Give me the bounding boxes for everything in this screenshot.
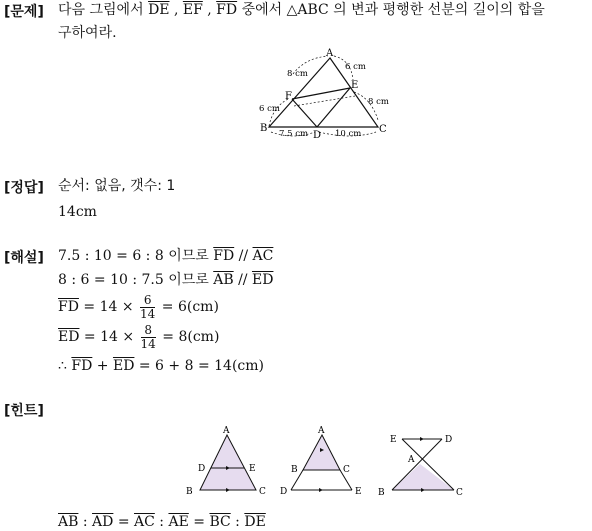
problem-line-2: 구하여라. xyxy=(58,25,117,41)
point-e: E xyxy=(355,487,362,497)
solution-text: = 14 × xyxy=(83,329,135,345)
segment-fd: $\overline{FD}$ xyxy=(213,248,235,264)
solution-line-4 xyxy=(58,323,219,351)
segment-ae: $\overline{AE}$ xyxy=(168,514,189,530)
comma: , xyxy=(173,2,179,18)
segment-ab: $\overline{AB}$ xyxy=(213,272,234,288)
point-b: B xyxy=(291,465,298,475)
point-c: C xyxy=(343,465,350,475)
point-a: A xyxy=(223,426,230,436)
solution-text: 7.5 : 10 = 6 : 8 이므로 xyxy=(58,248,209,264)
segment-bc: $\overline{BC}$ xyxy=(209,514,231,530)
ratio-colon: : xyxy=(159,514,165,530)
length-bd: 7.5 cm xyxy=(279,129,309,139)
segment-fd: $\overline{FD}$ xyxy=(58,299,79,315)
segment-ef: $\overline{EF}$ xyxy=(182,2,203,18)
segment-fd: $\overline{FD}$ xyxy=(71,358,93,374)
answer-label: [정답] xyxy=(4,180,44,196)
segment-ab: $\overline{AB}$ xyxy=(58,514,79,530)
hint-formula xyxy=(58,513,266,531)
fraction xyxy=(140,294,155,321)
plus-symbol: + xyxy=(96,358,109,374)
fraction xyxy=(141,324,156,351)
length-af: 8 cm xyxy=(287,69,308,79)
point-a: A xyxy=(318,426,325,436)
parallel-symbol: // xyxy=(238,272,248,288)
hint-label: [힌트] xyxy=(4,403,44,419)
segment-ac: $\overline{AC}$ xyxy=(134,514,155,530)
numerator: 8 xyxy=(141,324,156,338)
numerator: 6 xyxy=(140,294,155,308)
solution-label: [해설] xyxy=(4,250,44,266)
point-d: D xyxy=(313,130,322,140)
solution-text: 8 : 6 = 10 : 7.5 이므로 xyxy=(58,272,209,288)
segment-ed: $\overline{ED}$ xyxy=(58,329,80,345)
point-c: C xyxy=(456,488,463,498)
problem-text: 중에서 △ABC 의 변과 평행한 선분의 길이의 합을 xyxy=(241,2,545,18)
point-b: B xyxy=(186,487,193,497)
problem-text: 다음 그림에서 xyxy=(58,2,144,18)
solution-line-2 xyxy=(58,271,273,289)
solution-line-3 xyxy=(58,293,219,321)
ratio-colon: : xyxy=(82,514,88,530)
solution-text: = 8(cm) xyxy=(162,329,220,345)
answer-line-1: 순서: 없음, 갯수: 1 xyxy=(58,178,176,194)
ratio-colon: : xyxy=(235,514,240,530)
segment-de: $\overline{DE}$ xyxy=(244,514,266,530)
point-c: C xyxy=(379,124,387,135)
equals-symbol: = xyxy=(193,514,205,530)
segment-fd: $\overline{FD}$ xyxy=(216,2,238,18)
comma: , xyxy=(207,2,212,18)
hint-figure-1 xyxy=(186,426,266,497)
segment-ed: $\overline{ED}$ xyxy=(112,358,135,374)
length-dc: 10 cm xyxy=(335,129,362,139)
solution-line-1 xyxy=(58,247,273,265)
solution-text: = 14 × xyxy=(83,299,134,315)
point-f: F xyxy=(285,91,292,102)
length-ae: 6 cm xyxy=(345,62,366,72)
point-d: D xyxy=(445,435,453,445)
point-c: C xyxy=(259,487,266,497)
point-a: A xyxy=(408,455,415,465)
problem-figure xyxy=(255,44,395,140)
length-fb: 6 cm xyxy=(259,104,280,114)
segment-ac: $\overline{AC}$ xyxy=(252,248,274,264)
point-e: E xyxy=(249,464,256,474)
answer-value: 14cm xyxy=(58,204,97,220)
equals-symbol: = xyxy=(117,514,130,530)
point-b: B xyxy=(260,123,268,134)
problem-label: [문제] xyxy=(4,4,44,20)
hint-figures xyxy=(180,420,480,504)
denominator: 14 xyxy=(140,336,156,351)
problem-line-1 xyxy=(58,1,545,19)
segment-ad: $\overline{AD}$ xyxy=(92,514,114,530)
solution-text: = 6(cm) xyxy=(161,299,219,315)
point-b: B xyxy=(378,488,385,498)
point-a: A xyxy=(326,48,334,59)
solution-line-5 xyxy=(58,357,264,375)
solution-text: = 6 + 8 = 14(cm) xyxy=(138,358,264,374)
length-ec: 8 cm xyxy=(368,97,389,107)
point-e: E xyxy=(351,80,359,91)
parallel-symbol: // xyxy=(238,248,249,264)
therefore-symbol: ∴ xyxy=(58,358,67,374)
point-d: D xyxy=(280,487,288,497)
point-d: D xyxy=(198,464,206,474)
point-e: E xyxy=(390,435,397,445)
denominator: 14 xyxy=(140,306,156,321)
hint-figure-3 xyxy=(378,435,463,498)
segment-ed: $\overline{ED}$ xyxy=(251,272,274,288)
segment-de: $\overline{DE}$ xyxy=(148,2,170,18)
hint-figure-2 xyxy=(280,426,362,497)
